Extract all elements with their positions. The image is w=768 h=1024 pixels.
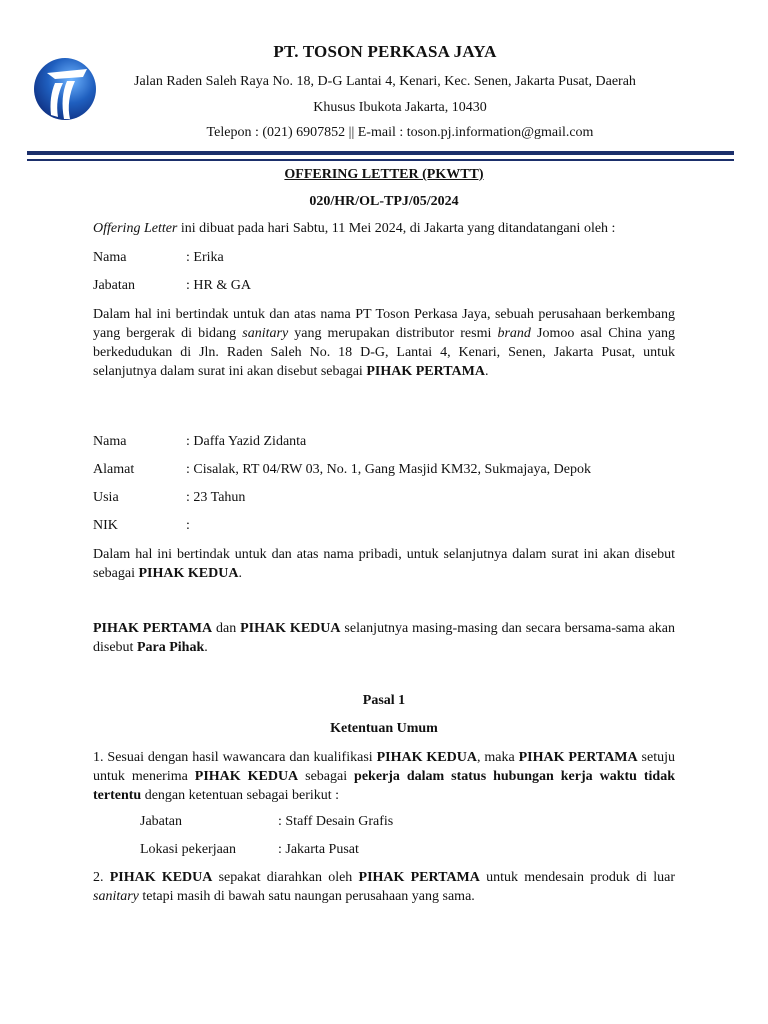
company-contact-line: Telepon : (021) 6907852 || E-mail : toson.pj.information@gmail.com	[206, 125, 594, 140]
second-party-name-field	[93, 434, 306, 450]
parties-paragraph: PIHAK PERTAMA dan PIHAK KEDUA selanjutnya masing-masing dan secara bersama-sama akan disebut Para Pihak.	[93, 621, 676, 655]
company-address-line1: Jalan Raden Saleh Raya No. 18, D-G Lantai 4, Kenari, Kec. Senen, Jakarta Pusat, Daerah	[134, 74, 636, 89]
field-label: Jabatan	[93, 278, 135, 293]
job-position-field	[140, 814, 393, 830]
second-party-paragraph: Dalam hal ini bertindak untuk dan atas nama pribadi, untuk selanjutnya dalam surat ini akan disebut sebagai PIHAK KEDUA.	[93, 547, 675, 581]
field-label: Lokasi pekerjaan	[140, 842, 237, 857]
field-value: : Jakarta Pusat	[278, 842, 359, 857]
field-label: Alamat	[93, 462, 135, 477]
field-label: Nama	[93, 250, 127, 265]
field-value: : Staff Desain Grafis	[278, 814, 394, 829]
intro-italic: Offering Letter	[93, 221, 178, 236]
document-title: OFFERING LETTER (PKWTT)	[284, 167, 484, 182]
first-party-name-field	[93, 250, 224, 266]
reference-number: 020/HR/OL-TPJ/05/2024	[309, 194, 459, 209]
field-value: : Cisalak, RT 04/RW 03, No. 1, Gang Masjid KM32, Sukmajaya, Depok	[186, 462, 592, 477]
first-party-position-field	[93, 278, 251, 294]
letterhead-rule-thin	[27, 159, 734, 161]
intro-line	[93, 221, 675, 237]
field-value: : HR & GA	[186, 278, 251, 293]
field-value: : 23 Tahun	[186, 490, 246, 505]
letterhead-rule-thick	[27, 151, 734, 155]
article-item-1: 1. Sesuai dengan hasil wawancara dan kualifikasi PIHAK KEDUA, maka PIHAK PERTAMA setuju untuk menerima PIHAK KEDUA sebagai pekerja dalam status hubungan kerja waktu tidak tertentu dengan ketentuan sebagai berikut :	[93, 750, 675, 803]
field-label: Jabatan	[140, 814, 182, 829]
work-location-field	[140, 842, 359, 858]
article-heading: Ketentuan Umum	[330, 721, 438, 736]
article-number: Pasal 1	[362, 693, 406, 708]
field-value: : Daffa Yazid Zidanta	[186, 434, 307, 449]
field-label: NIK	[93, 518, 118, 533]
company-name: PT. TOSON PERKASA JAYA	[273, 42, 497, 61]
field-value: : Erika	[186, 250, 224, 265]
intro-text: ini dibuat pada hari Sabtu, 11 Mei 2024, di Jakarta yang ditandatangani oleh :	[177, 221, 616, 236]
company-logo-icon	[33, 57, 97, 121]
first-party-paragraph: Dalam hal ini bertindak untuk dan atas nama PT Toson Perkasa Jaya, sebuah perusahaan berkembang yang bergerak di bidang sanitary yang merupakan distributor resmi brand Jomoo asal China yang berkedudukan di Jln. Raden Saleh No. 18 D-G, Lantai 4, Kenari, Senen, Jakarta Pusat, untuk selanjutnya dalam surat ini akan disebut sebagai PIHAK PERTAMA.	[93, 307, 676, 379]
article-item-2: 2. PIHAK KEDUA sepakat diarahkan oleh PIHAK PERTAMA untuk mendesain produk di luar sanitary tetapi masih di bawah satu naungan perusahaan yang sama.	[93, 870, 676, 904]
second-party-address-field	[93, 462, 591, 478]
company-address-line2: Khusus Ibukota Jakarta, 10430	[313, 100, 487, 115]
field-label: Nama	[93, 434, 127, 449]
field-value: :	[186, 518, 190, 533]
field-label: Usia	[93, 490, 119, 505]
second-party-nik-field	[93, 518, 190, 534]
second-party-age-field	[93, 490, 245, 506]
